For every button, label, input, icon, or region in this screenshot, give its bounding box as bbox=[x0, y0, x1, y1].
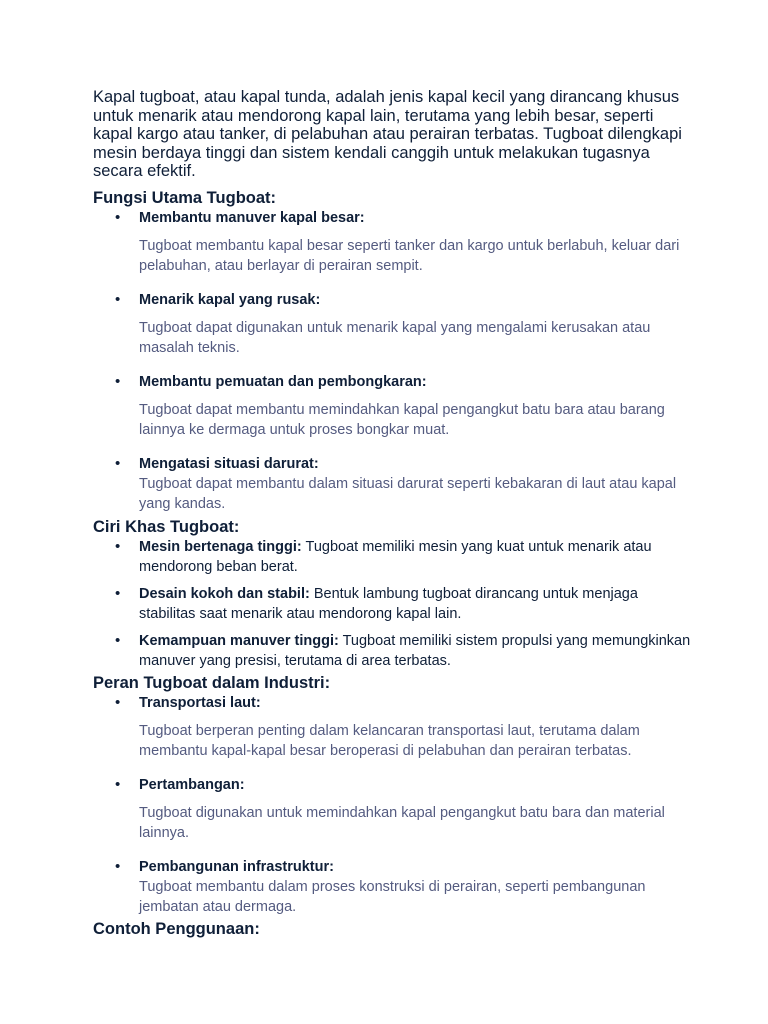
list-item bbox=[93, 693, 693, 761]
item-description: Tugboat dapat membantu memindahkan kapal pengangkut batu bara atau barang lainnya ke dermaga untuk proses bongkar muat. bbox=[139, 401, 665, 438]
bullet-icon: • bbox=[115, 693, 121, 711]
peran-list bbox=[93, 693, 693, 917]
item-description: Tugboat digunakan untuk memindahkan kapal pengangkut batu bara dan material lainnya. bbox=[139, 804, 665, 841]
bullet-icon: • bbox=[115, 372, 121, 390]
item-description: Tugboat berperan penting dalam kelancaran transportasi laut, terutama dalam membantu kapal-kapal besar beroperasi di pelabuhan dan perairan terbatas. bbox=[139, 722, 640, 759]
item-body: Tugboat memiliki sistem propulsi yang memungkinkan manuver yang presisi, terutama di area terbatas. bbox=[139, 632, 691, 669]
bullet-icon: • bbox=[115, 775, 121, 793]
bullet-icon: • bbox=[115, 584, 121, 602]
item-title: Menarik kapal yang rusak: bbox=[139, 291, 321, 308]
item-title: Mesin bertenaga tinggi: bbox=[139, 538, 302, 555]
intro-paragraph: Kapal tugboat, atau kapal tunda, adalah jenis kapal kecil yang dirancang khusus untuk menarik atau mendorong kapal lain, terutama yang lebih besar, seperti kapal kargo atau tanker, di pelabuhan atau perairan terbatas. Tugboat dilengkapi mesin berdaya tinggi dan sistem kendali canggih untuk melakukan tugasnya secara efektif. bbox=[93, 88, 682, 180]
list-item bbox=[93, 584, 693, 624]
item-text bbox=[139, 631, 693, 671]
item-title: Pembangunan infrastruktur: bbox=[139, 858, 334, 875]
list-item bbox=[93, 290, 693, 358]
item-title: Mengatasi situasi darurat: bbox=[139, 455, 319, 472]
list-item bbox=[93, 857, 693, 917]
bullet-icon: • bbox=[115, 454, 121, 472]
section-heading-ciri: Ciri Khas Tugboat: bbox=[93, 517, 240, 536]
item-description: Tugboat membantu dalam proses konstruksi di perairan, seperti pembangunan jembatan atau dermaga. bbox=[139, 878, 646, 915]
bullet-icon: • bbox=[115, 290, 121, 308]
list-item bbox=[93, 208, 693, 276]
bullet-icon: • bbox=[115, 208, 121, 226]
item-text bbox=[139, 584, 693, 624]
bullet-icon: • bbox=[115, 631, 121, 649]
item-description: Tugboat dapat digunakan untuk menarik kapal yang mengalami kerusakan atau masalah teknis. bbox=[139, 319, 651, 356]
item-description: Tugboat membantu kapal besar seperti tanker dan kargo untuk berlabuh, keluar dari pelabuhan, atau berlayar di perairan sempit. bbox=[139, 237, 680, 274]
item-description: Tugboat dapat membantu dalam situasi darurat seperti kebakaran di laut atau kapal yang kandas. bbox=[139, 475, 677, 512]
list-item bbox=[93, 454, 693, 514]
item-title: Membantu manuver kapal besar: bbox=[139, 209, 365, 226]
document-page bbox=[93, 88, 693, 939]
item-title: Membantu pemuatan dan pembongkaran: bbox=[139, 373, 427, 390]
list-item bbox=[93, 631, 693, 671]
section-heading-contoh: Contoh Penggunaan: bbox=[93, 919, 260, 938]
bullet-icon: • bbox=[115, 537, 121, 555]
section-heading-fungsi: Fungsi Utama Tugboat: bbox=[93, 188, 277, 207]
item-text bbox=[139, 537, 693, 577]
item-title: Transportasi laut: bbox=[139, 694, 261, 711]
item-title: Desain kokoh dan stabil: bbox=[139, 585, 310, 602]
bullet-icon: • bbox=[115, 857, 121, 875]
list-item bbox=[93, 537, 693, 577]
list-item bbox=[93, 372, 693, 440]
item-body: Bentuk lambung tugboat dirancang untuk menjaga stabilitas saat menarik atau mendorong kapal lain. bbox=[139, 585, 638, 622]
section-heading-peran: Peran Tugboat dalam Industri: bbox=[93, 673, 331, 692]
ciri-list bbox=[93, 537, 693, 671]
item-body: Tugboat memiliki mesin yang kuat untuk menarik atau mendorong beban berat. bbox=[139, 538, 652, 575]
fungsi-list bbox=[93, 208, 693, 514]
list-item bbox=[93, 775, 693, 843]
item-title: Pertambangan: bbox=[139, 776, 245, 793]
item-title: Kemampuan manuver tinggi: bbox=[139, 632, 339, 649]
